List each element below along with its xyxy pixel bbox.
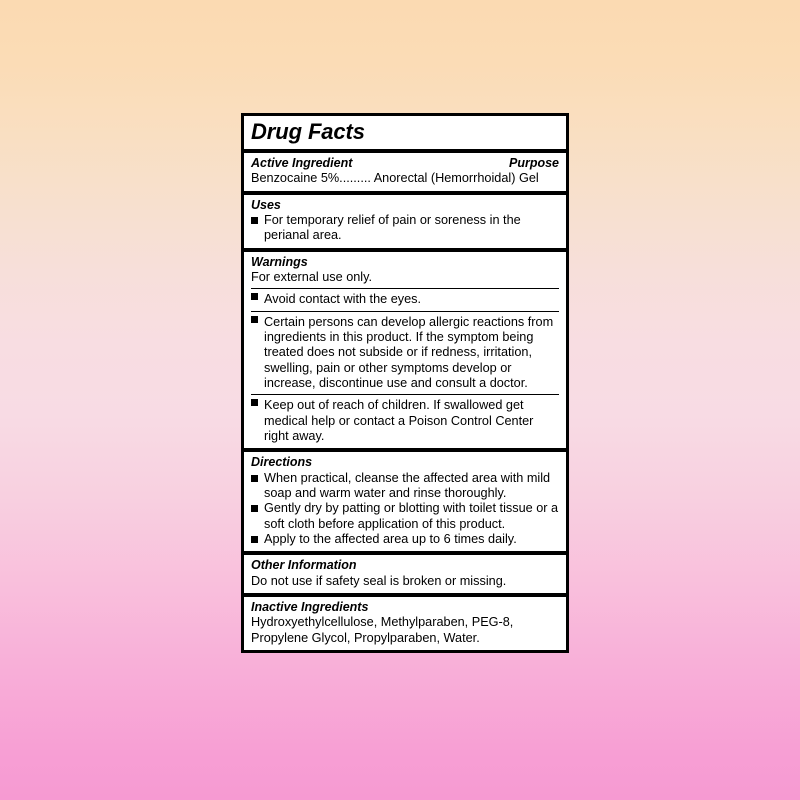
warnings-bullet-item: Certain persons can develop allergic reactions from ingredients in this product. If the symptom being treated does not subside or if redness, irritation, swelling, pain or other symptoms develop or increase, discontinue use and consult a doctor. <box>251 311 559 392</box>
warnings-heading: Warnings <box>251 254 308 269</box>
drug-facts-title-box <box>244 116 566 153</box>
other-information-text: Do not use if safety seal is broken or missing. <box>251 573 507 588</box>
active-ingredient-heading: Active Ingredient <box>251 156 353 170</box>
active-ingredient-line: Benzocaine 5%......... Anorectal (Hemorrhoidal) Gel <box>251 171 539 186</box>
warnings-intro-text: For external use only. <box>251 269 373 284</box>
drug-facts-title: Drug Facts <box>251 119 365 144</box>
directions-bullet-list <box>251 471 559 548</box>
uses-bullet-item: For temporary relief of pain or soreness in the perianal area. <box>251 213 559 244</box>
section-uses <box>244 195 566 252</box>
inactive-ingredients-text: Hydroxyethylcellulose, Methylparaben, PEG-8, Propylene Glycol, Propylparaben, Water. <box>251 615 514 645</box>
active-ingredient-heading-row <box>251 156 559 171</box>
drug-facts-label <box>241 113 569 653</box>
uses-heading: Uses <box>251 197 281 212</box>
section-inactive-ingredients <box>244 597 566 650</box>
section-other-information <box>244 555 566 597</box>
purpose-heading: Purpose <box>508 156 559 170</box>
directions-heading: Directions <box>251 455 313 470</box>
uses-bullet-list <box>251 213 559 244</box>
directions-bullet-item: When practical, cleanse the affected area with mild soap and warm water and rinse thoroughly. <box>251 471 559 502</box>
other-information-heading: Other Information <box>251 558 357 573</box>
section-directions <box>244 452 566 555</box>
directions-bullet-item: Gently dry by patting or blotting with toilet tissue or a soft cloth before application of this product. <box>251 501 559 532</box>
warnings-bullet-item: Keep out of reach of children. If swallowed get medical help or contact a Poison Control Center right away. <box>251 394 559 444</box>
section-warnings <box>244 252 566 453</box>
section-active-ingredient <box>244 153 566 195</box>
warnings-bullet-list <box>251 288 559 444</box>
directions-bullet-item: Apply to the affected area up to 6 times daily. <box>251 532 559 547</box>
inactive-ingredients-heading: Inactive Ingredients <box>251 600 369 615</box>
warnings-bullet-item: Avoid contact with the eyes. <box>251 288 559 307</box>
